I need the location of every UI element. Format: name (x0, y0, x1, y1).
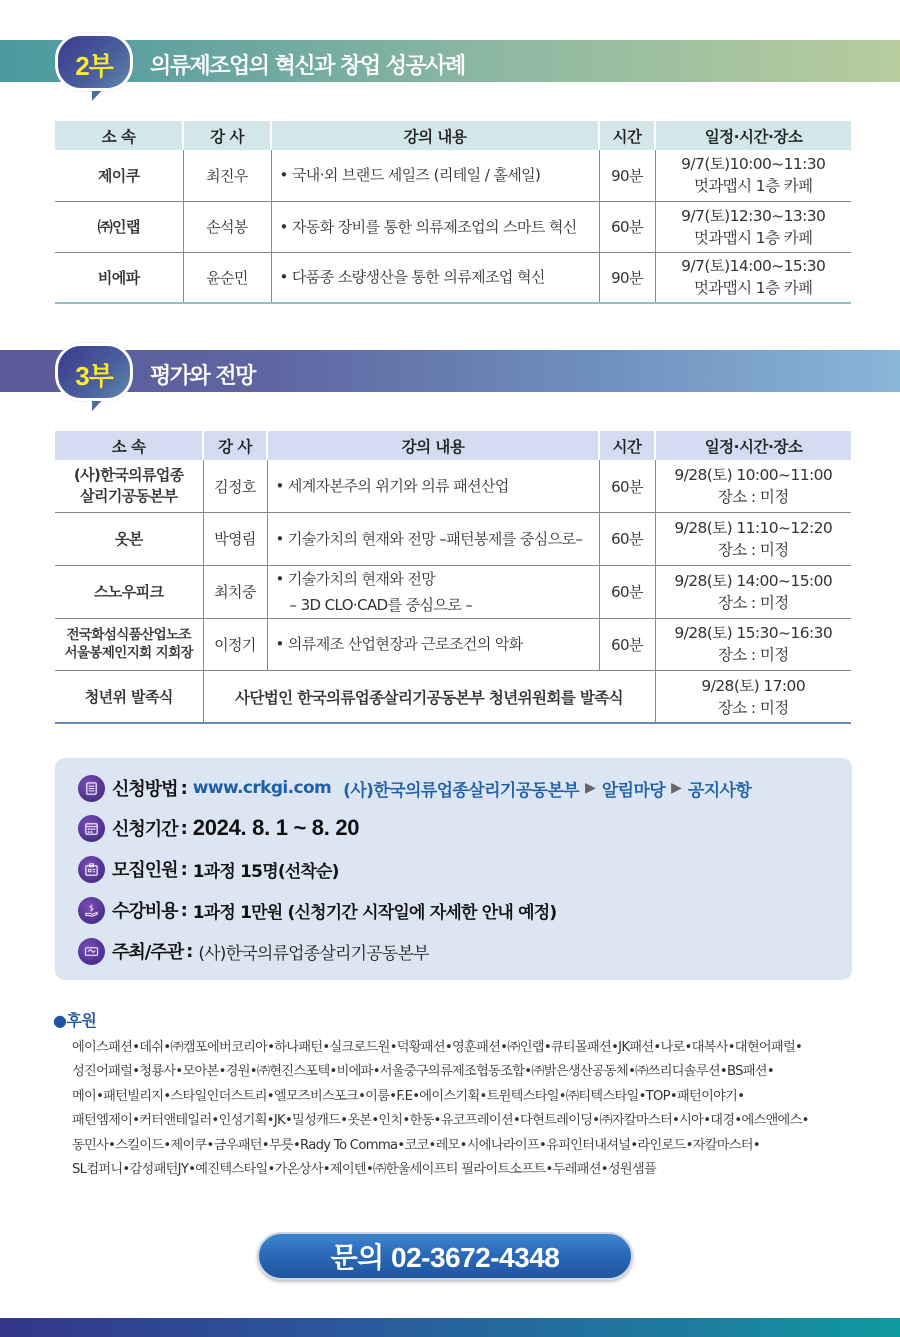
apply-period-value: 2024. 8. 1 ~ 8. 20 (192, 815, 360, 840)
table-row (55, 671, 851, 724)
schedule-cell (655, 513, 851, 566)
duration-cell: 90분 (599, 150, 655, 201)
header-duration: 시간 (599, 121, 655, 150)
colon: : (180, 777, 188, 799)
table-header-row (55, 431, 851, 460)
header-org: 소 속 (55, 431, 203, 460)
table-row (55, 150, 851, 201)
content-cell: • 다품종 소량생산을 통한 의류제조업 혁신 (271, 252, 599, 303)
header-schedule: 일정·시간·장소 (655, 121, 851, 150)
schedule-cell (655, 150, 851, 201)
content-line: – 3D CLO·CAD를 중심으로 – (289, 595, 473, 614)
lecturer-cell: 최치중 (203, 565, 267, 618)
info-label: 신청기간 (112, 819, 178, 840)
org-cell (55, 618, 203, 671)
duration-cell: 60분 (599, 565, 655, 618)
org-cell: 옷본 (55, 513, 203, 566)
calendar-icon (78, 815, 105, 842)
duration-cell: 60분 (599, 618, 655, 671)
section-3-title: 평가와 전망 (150, 364, 255, 389)
schedule-place: 멋과맵시 1층 카페 (693, 177, 813, 196)
content-cell: 사단법인 한국의류업종살리기공동본부 청년위원회를 발족식 (203, 671, 655, 724)
lecturer-cell: 윤순민 (183, 252, 271, 303)
info-row-apply-method (78, 773, 751, 803)
colon: : (180, 817, 188, 839)
schedule-time: 9/7(토)14:00~15:30 (681, 257, 826, 276)
sponsor-line: 동민사•스킬이드•제이쿠•금우패턴•무릇•Rady To Comma•코코•레모•시에나라이프•유피인터내셔널•라인로드•자칼마스터• (72, 1137, 760, 1153)
info-row-fee (78, 895, 556, 925)
header-lecturer: 강 사 (183, 121, 271, 150)
info-label: 수강비용 (112, 901, 178, 922)
colon: : (180, 899, 188, 921)
section-3-header (0, 343, 900, 417)
info-row-apply-period (78, 813, 359, 843)
menu-announcements: 공지사항 (687, 780, 752, 801)
host-value: (사)한국의류업종살리기공동본부 (198, 943, 429, 964)
schedule-cell (655, 671, 851, 724)
arrow-right-icon: ▶ (585, 780, 596, 796)
section-2-title: 의류제조업의 혁신과 창업 성공사례 (150, 54, 465, 79)
schedule-time: 9/28(토) 11:10~12:20 (674, 518, 833, 537)
table-row (55, 252, 851, 303)
schedule-place: 장소 : 미정 (717, 646, 789, 665)
org-link: (사)한국의류업종살리기공동본부 (343, 780, 580, 801)
org-line: 전국화섬식품산업노조 (66, 627, 191, 644)
header-org: 소 속 (55, 121, 183, 150)
section-3-badge-label: 3부 (75, 361, 113, 391)
content-cell: • 의류제조 산업현장과 근로조건의 악화 (267, 618, 599, 671)
schedule-place: 장소 : 미정 (717, 540, 789, 559)
section-2-badge (55, 33, 133, 91)
money-hand-icon (78, 897, 105, 924)
recruit-value: 1과정 15명(선착순) (192, 861, 339, 882)
sponsor-line: 메이•패턴빌리지•스타일인더스트리•엘모즈비스포크•이룸•F.E•에이스기획•트윈텍스타일•㈜티텍스타일•TOP•패턴이야기• (72, 1088, 745, 1104)
colon: : (180, 858, 188, 880)
header-schedule: 일정·시간·장소 (655, 431, 851, 460)
header-content: 강의 내용 (271, 121, 599, 150)
lecturer-cell: 손석봉 (183, 201, 271, 252)
org-cell (55, 460, 203, 513)
section-2-schedule-table (55, 121, 851, 304)
duration-cell: 90분 (599, 252, 655, 303)
org-cell: 제이쿠 (97, 166, 140, 185)
svg-text:$: $ (89, 903, 94, 912)
schedule-time: 9/7(토)12:30~13:30 (681, 206, 826, 225)
content-cell (267, 565, 599, 618)
org-cell: 청년위 발족식 (55, 671, 203, 724)
org-cell: 스노우피크 (55, 565, 203, 618)
org-line: (사)한국의류업종 (73, 466, 184, 484)
org-cell: ㈜인랩 (55, 201, 183, 252)
contact-label: 문의 02-3672-4348 (330, 1242, 560, 1273)
schedule-cell (655, 565, 851, 618)
section-2-header (0, 33, 900, 107)
table-header-row (55, 121, 851, 150)
org-line: 살리기공동본부 (80, 487, 178, 505)
schedule-cell (655, 460, 851, 513)
org-cell: 비에파 (55, 252, 183, 303)
info-row-host (78, 936, 429, 966)
content-cell: • 세계자본주의 위기와 의류 패션산업 (267, 460, 599, 513)
sponsor-list (72, 1036, 867, 1182)
table-row (55, 565, 851, 618)
table-row (55, 460, 851, 513)
duration-cell: 60분 (599, 513, 655, 566)
sponsor-line: 패턴엠제이•커터앤테일러•인성기획•JK•밀성캐드•옷본•인치•한동•유코프레이션•다현트레이딩•㈜자칼마스터•시아•대경•에스앤에스• (72, 1113, 809, 1129)
info-label: 신청방법 (112, 779, 178, 800)
section-3-banner (0, 350, 900, 392)
schedule-place: 멋과맵시 1층 카페 (693, 279, 813, 298)
arrow-right-icon: ▶ (671, 780, 682, 796)
sponsor-line: 에이스패션•데쉬•㈜캠포에버코리아•하나패턴•실크로드원•덕황패션•영훈패션•㈜인랩•큐티몰패션•JK패션•나로•대복사•대현어패럴• (72, 1040, 803, 1055)
section-2-badge-label: 2부 (75, 51, 113, 81)
header-duration: 시간 (599, 431, 655, 460)
content-cell: • 자동화 장비를 통한 의류제조업의 스마트 혁신 (271, 201, 599, 252)
schedule-time: 9/7(토)10:00~11:30 (681, 155, 826, 174)
website-link[interactable]: www.crkgi.com (192, 778, 332, 798)
schedule-place: 장소 : 미정 (717, 698, 789, 717)
contact-phone-button[interactable] (257, 1232, 633, 1280)
schedule-cell (655, 201, 851, 252)
lecturer-cell: 박영림 (203, 513, 267, 566)
schedule-time: 9/28(토) 10:00~11:00 (674, 466, 833, 484)
lecturer-cell: 최진우 (183, 150, 271, 201)
info-label: 모집인원 (112, 860, 178, 881)
fee-value: 1과정 1만원 (신청기간 시작일에 자세한 안내 예정) (192, 902, 557, 923)
schedule-place: 장소 : 미정 (717, 593, 789, 612)
menu-notice-board: 알림마당 (601, 780, 666, 801)
table-row (55, 513, 851, 566)
schedule-cell (655, 252, 851, 303)
id-badge-icon (78, 856, 105, 883)
schedule-place: 멋과맵시 1층 카페 (693, 228, 813, 247)
footer-gradient-bar (0, 1318, 900, 1337)
content-line: • 기술가치의 현재와 전망 (275, 569, 436, 588)
schedule-time: 9/28(토) 17:00 (701, 676, 806, 695)
info-row-recruit (78, 854, 339, 884)
table-row (55, 201, 851, 252)
header-content: 강의 내용 (267, 431, 599, 460)
duration-cell: 60분 (599, 201, 655, 252)
schedule-place: 장소 : 미정 (717, 488, 789, 506)
header-lecturer: 강 사 (203, 431, 267, 460)
sponsor-line: SL컴퍼니•감성패턴JY•예진텍스타일•가온상사•제이텐•㈜한울세이프티 필라이트소프트•두레패션•성원샘플 (72, 1162, 656, 1178)
handshake-icon (78, 938, 105, 965)
org-line: 서울봉제인지회 지회장 (64, 645, 193, 662)
section-3-badge (55, 343, 133, 401)
table-row (55, 618, 851, 671)
schedule-time: 9/28(토) 14:00~15:00 (674, 571, 833, 590)
sponsor-heading: ●후원 (53, 1011, 97, 1030)
schedule-cell (655, 618, 851, 671)
duration-cell: 60분 (599, 460, 655, 513)
content-cell: • 기술가치의 현재와 전망 –패턴봉제를 중심으로– (267, 513, 599, 566)
application-info-box (55, 758, 852, 980)
lecturer-cell: 김정호 (203, 460, 267, 513)
lecturer-cell: 이정기 (203, 618, 267, 671)
info-label: 주최/주관 (112, 942, 184, 963)
sponsor-line: 성진어패럴•청룡사•모아본•경원•㈜현진스포텍•비에파•서울중구의류제조협동조합•㈜밝은생산공동체•㈜쓰리디솔루션•BS패션• (72, 1064, 774, 1080)
content-cell: • 국내·외 브랜드 세일즈 (리테일 / 홀세일) (271, 150, 599, 201)
colon: : (186, 940, 194, 962)
section-3-schedule-table (55, 431, 851, 724)
schedule-time: 9/28(토) 15:30~16:30 (674, 624, 833, 643)
checklist-icon (78, 775, 105, 802)
